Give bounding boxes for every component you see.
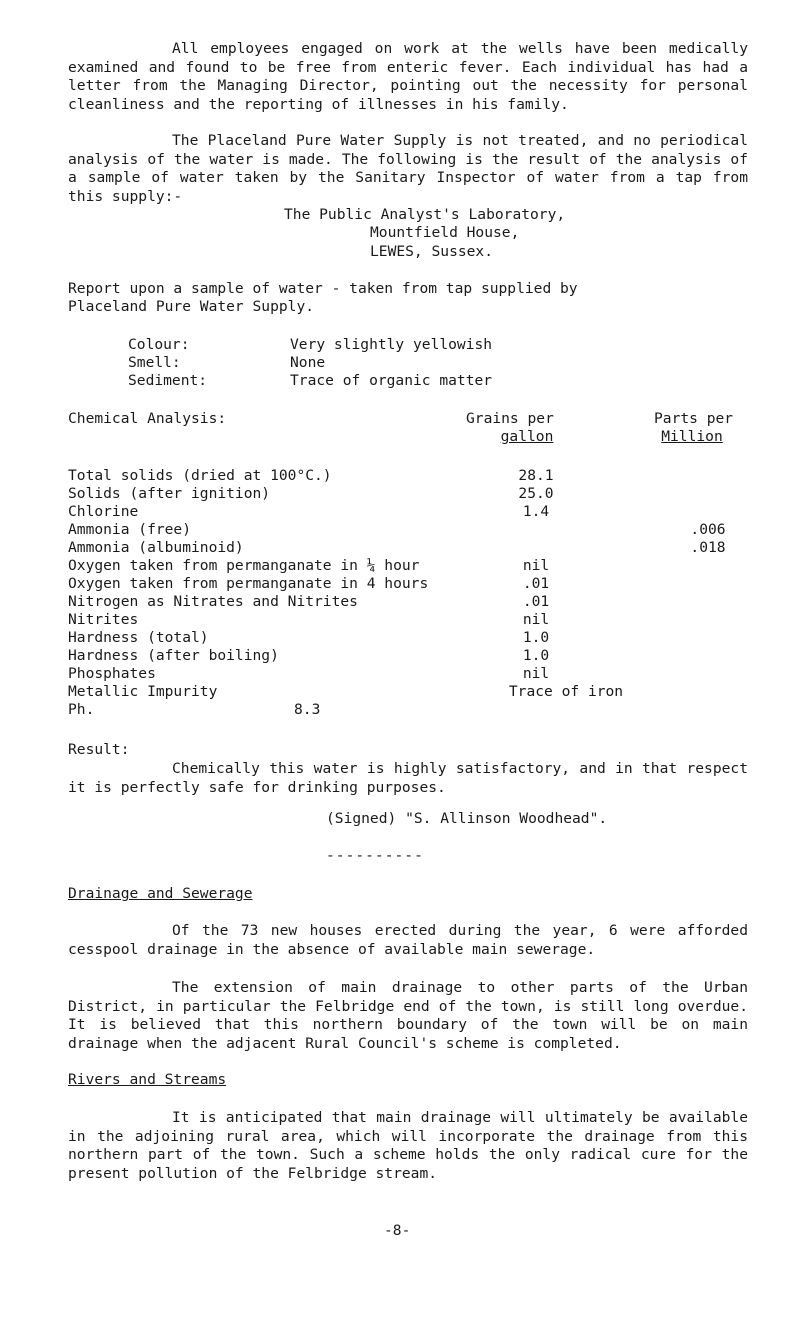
analysis-label: Hardness (total) [68,629,209,646]
analysis-label: Nitrites [68,611,139,628]
table-row [68,557,768,576]
page-number: -8- [384,1222,411,1239]
analysis-label: Ammonia (free) [68,521,192,538]
grains-value: 1.0 [522,647,550,664]
grains-column-header: Grains per [466,410,554,427]
grains-value: 28.1 [518,467,554,484]
analysis-label: Oxygen taken from permanganate in ¼ hour [68,557,420,574]
address-line-3: LEWES, Sussex. [370,243,494,260]
analysis-label: Total solids (dried at 100°C.) [68,467,332,484]
sediment-value: Trace of organic matter [290,372,493,389]
ppm-value: .018 [690,539,726,556]
ph-value: 8.3 [294,701,321,718]
smell-label: Smell: [128,354,181,371]
grains-value: nil [522,611,550,628]
gallon-column-header: gallon [500,428,554,445]
table-row [68,539,768,558]
rivers-heading: Rivers and Streams [68,1071,227,1088]
table-row [68,521,768,540]
analysis-label: Nitrogen as Nitrates and Nitrites [68,593,358,610]
analysis-label: Metallic Impurity [68,683,218,700]
separator-dashes: ---------- [326,847,424,864]
analysis-label: Ammonia (albuminoid) [68,539,244,556]
table-row [68,647,768,666]
drainage-paragraph-2: The extension of main drainage to other parts of the Urban District, in particular the Felbridge end of the town, is still long overdue. It is believed that this northern boundary of the town will be on main drainage when the adjacent Rural Council's scheme is completed. [68,979,748,1052]
result-text: Chemically this water is highly satisfactory, and in that respect it is perfectly safe for drinking purposes. [68,760,748,796]
ppm-column-header: Parts per [654,410,734,427]
address-line-2: Mountfield House, [370,224,520,241]
table-row [68,593,768,612]
rivers-paragraph: It is anticipated that main drainage will ultimately be available in the adjoining rural area, which will incorporate the drainage from this northern part of the town. Such a scheme holds the only radical cure for the present pollution of the Felbridge stream. [68,1109,748,1182]
analysis-label: Hardness (after boiling) [68,647,279,664]
intro-paragraph-water-supply: The Placeland Pure Water Supply is not treated, and no periodical analysis of the water is made. The following is the result of the analysis of a sample of water taken by the Sanitary Inspector of water from a tap from this supply:- [68,132,748,205]
table-row [68,665,768,684]
grains-value: .01 [522,593,550,610]
analysis-label: Solids (after ignition) [68,485,271,502]
table-row [68,503,768,522]
table-row [68,575,768,594]
report-title-line-2: Placeland Pure Water Supply. [68,298,315,315]
grains-value: 25.0 [518,485,554,502]
ph-label: Ph. [68,701,95,718]
table-row-ph [68,701,768,720]
million-column-header: Million [661,428,723,445]
address-line-1: The Public Analyst's Laboratory, [284,206,566,223]
grains-value: 1.0 [522,629,550,646]
colour-label: Colour: [128,336,190,353]
grains-value: nil [522,557,550,574]
report-title-line-1: Report upon a sample of water - taken from tap supplied by [68,280,578,297]
drainage-paragraph-1: Of the 73 new houses erected during the year, 6 were afforded cesspool drainage in the absence of available main sewerage. [68,922,748,958]
result-heading: Result: [68,741,130,758]
grains-value: .01 [522,575,550,592]
table-row [68,683,768,702]
grains-value: Trace of iron [508,683,624,700]
table-row [68,485,768,504]
colour-value: Very slightly yellowish [290,336,493,353]
sediment-label: Sediment: [128,372,208,389]
grains-value: nil [522,665,550,682]
table-row [68,467,768,486]
analysis-label: Phosphates [68,665,156,682]
signature-line: (Signed) "S. Allinson Woodhead". [326,810,608,827]
table-row [68,611,768,630]
ppm-value: .006 [690,521,726,538]
analysis-label: Chlorine [68,503,139,520]
grains-value: 1.4 [522,503,550,520]
intro-paragraph-employees: All employees engaged on work at the wells have been medically examined and found to be free from enteric fever. Each individual has had a letter from the Managing Director, pointing out the necessity for personal cleanliness and the reporting of illnesses in his family. [68,40,748,113]
drainage-heading: Drainage and Sewerage [68,885,253,902]
analysis-label: Oxygen taken from permanganate in 4 hours [68,575,429,592]
chemical-analysis-heading: Chemical Analysis: [68,410,227,427]
smell-value: None [290,354,326,371]
table-row [68,629,768,648]
